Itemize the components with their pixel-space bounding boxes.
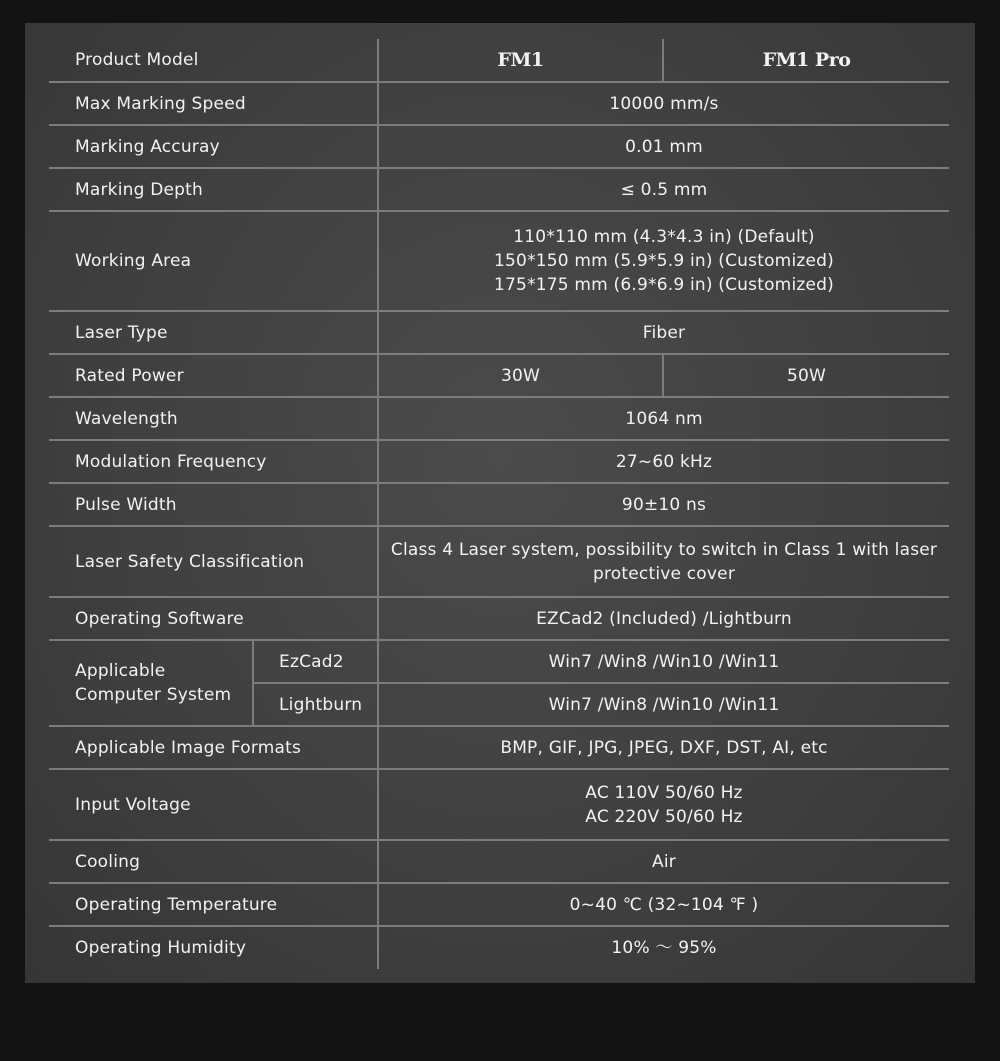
ezcad-os-value: Win7 /Win8 /Win10 /Win11 bbox=[378, 640, 949, 683]
spec-label: Working Area bbox=[49, 211, 378, 311]
header-row bbox=[49, 39, 949, 82]
row-operating-temperature bbox=[49, 883, 949, 926]
row-max-marking-speed bbox=[49, 82, 949, 125]
lightburn-os-value: Win7 /Win8 /Win10 /Win11 bbox=[378, 683, 949, 726]
spec-label: Wavelength bbox=[49, 397, 378, 440]
power-fm1-pro: 50W bbox=[663, 354, 949, 397]
row-working-area bbox=[49, 211, 949, 311]
spec-value: 10000 mm/s bbox=[378, 82, 949, 125]
spec-label: Rated Power bbox=[49, 354, 378, 397]
row-cooling bbox=[49, 840, 949, 883]
power-fm1: 30W bbox=[378, 354, 663, 397]
spec-value: EZCad2 (Included) /Lightburn bbox=[378, 597, 949, 640]
model-fm1: FM1 bbox=[378, 39, 663, 82]
computer-system-label bbox=[49, 640, 253, 726]
spec-label: Laser Type bbox=[49, 311, 378, 354]
laser-safety-line-2: protective cover bbox=[592, 563, 736, 584]
spec-label: Marking Depth bbox=[49, 168, 378, 211]
computer-system-label-line-2: Computer System bbox=[75, 685, 232, 705]
model-fm1-pro: FM1 Pro bbox=[663, 39, 949, 82]
row-computer-system-ezcad bbox=[49, 640, 949, 683]
row-input-voltage bbox=[49, 769, 949, 840]
spec-value: Air bbox=[378, 840, 949, 883]
spec-value-multiline bbox=[378, 526, 949, 597]
voltage-220: AC 220V 50/60 Hz bbox=[585, 806, 743, 827]
row-laser-safety bbox=[49, 526, 949, 597]
row-image-formats bbox=[49, 726, 949, 769]
working-area-custom-175: 175*175 mm (6.9*6.9 in) (Customized) bbox=[494, 275, 834, 295]
working-area-custom-150: 150*150 mm (5.9*5.9 in) (Customized) bbox=[494, 251, 834, 271]
spec-value: Fiber bbox=[378, 311, 949, 354]
spec-label: Modulation Frequency bbox=[49, 440, 378, 483]
laser-safety-line-1: Class 4 Laser system, possibility to switch in Class 1 with laser bbox=[390, 539, 938, 560]
row-laser-type bbox=[49, 311, 949, 354]
sub-label-ezcad: EzCad2 bbox=[253, 640, 378, 683]
spec-value: 0.01 mm bbox=[378, 125, 949, 168]
spec-panel bbox=[25, 23, 975, 983]
working-area-default: 110*110 mm (4.3*4.3 in) (Default) bbox=[513, 227, 815, 247]
spec-value-multiline bbox=[378, 769, 949, 840]
spec-label: Marking Accuray bbox=[49, 125, 378, 168]
spec-label: Applicable Image Formats bbox=[49, 726, 378, 769]
row-modulation-frequency bbox=[49, 440, 949, 483]
sub-label-lightburn: Lightburn bbox=[253, 683, 378, 726]
spec-label: Pulse Width bbox=[49, 483, 378, 526]
row-operating-software bbox=[49, 597, 949, 640]
header-label: Product Model bbox=[49, 39, 378, 82]
spec-label: Max Marking Speed bbox=[49, 82, 378, 125]
computer-system-label-line-1: Applicable bbox=[75, 661, 166, 681]
spec-label: Operating Software bbox=[49, 597, 378, 640]
row-operating-humidity bbox=[49, 926, 949, 969]
spec-value: 90±10 ns bbox=[378, 483, 949, 526]
spec-value: 10% ～ 95% bbox=[378, 926, 949, 969]
spec-value-multiline bbox=[378, 211, 949, 311]
spec-label: Cooling bbox=[49, 840, 378, 883]
spec-value: ≤ 0.5 mm bbox=[378, 168, 949, 211]
spec-label: Input Voltage bbox=[49, 769, 378, 840]
row-wavelength bbox=[49, 397, 949, 440]
spec-label: Operating Humidity bbox=[49, 926, 378, 969]
row-marking-accuracy bbox=[49, 125, 949, 168]
spec-label: Laser Safety Classification bbox=[49, 526, 378, 597]
row-marking-depth bbox=[49, 168, 949, 211]
row-pulse-width bbox=[49, 483, 949, 526]
spec-value: 0~40 ℃ (32~104 ℉ ) bbox=[378, 883, 949, 926]
row-rated-power bbox=[49, 354, 949, 397]
spec-value: BMP, GIF, JPG, JPEG, DXF, DST, AI, etc bbox=[378, 726, 949, 769]
spec-value: 1064 nm bbox=[378, 397, 949, 440]
spec-value: 27~60 kHz bbox=[378, 440, 949, 483]
spec-table bbox=[49, 39, 949, 969]
voltage-110: AC 110V 50/60 Hz bbox=[585, 782, 743, 803]
spec-label: Operating Temperature bbox=[49, 883, 378, 926]
